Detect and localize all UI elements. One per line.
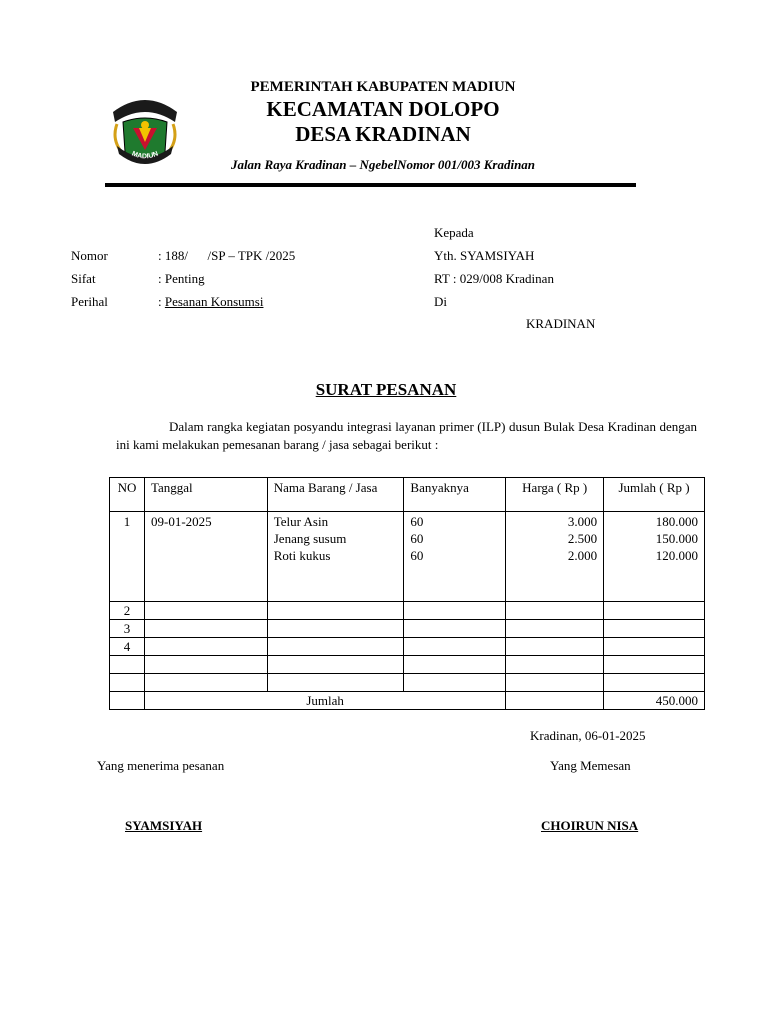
item-qty: 60 [410, 514, 424, 529]
item-name: Jenang susum [273, 531, 347, 546]
nomor-label: Nomor [71, 248, 108, 263]
svg-text:MADIUN: MADIUN [130, 150, 160, 161]
total-value: 450.000 [604, 692, 705, 710]
header-tanggal: Tanggal [144, 478, 267, 512]
sifat-label: Sifat [71, 271, 96, 286]
table-row [110, 638, 705, 656]
row-no: 3 [110, 620, 145, 638]
recipient-place: KRADINAN [526, 316, 596, 331]
header-banyaknya: Banyaknya [404, 478, 506, 512]
table-row [110, 512, 705, 602]
svg-text:KABUPATEN: KABUPATEN [118, 84, 172, 102]
item-total: 150.000 [655, 531, 698, 546]
total-label: Jumlah [144, 692, 505, 710]
item-total: 120.000 [655, 548, 698, 563]
receiver-name: SYAMSIYAH [125, 818, 203, 833]
row-no: 4 [110, 638, 145, 656]
row-tanggal: 09-01-2025 [144, 512, 267, 602]
order-table [109, 477, 705, 710]
letterhead-divider [105, 183, 636, 187]
letterhead-line1: PEMERINTAH KABUPATEN MADIUN [250, 79, 516, 95]
row-no: 2 [110, 602, 145, 620]
table-row [110, 674, 705, 692]
receiver-role: Yang menerima pesanan [97, 758, 225, 773]
table-header-row [110, 478, 705, 512]
row-nama-barang [267, 512, 404, 602]
sifat-value: : Penting [158, 271, 205, 286]
header-no: NO [110, 478, 145, 512]
header-nama-barang: Nama Barang / Jasa [267, 478, 404, 512]
item-price: 2.500 [567, 531, 598, 546]
orderer-role: Yang Memesan [550, 758, 631, 773]
table-row [110, 602, 705, 620]
recipient-rt: RT : 029/008 Kradinan [434, 271, 554, 286]
item-price: 3.000 [567, 514, 598, 529]
row-banyaknya [404, 512, 506, 602]
perihal-label: Perihal [71, 294, 108, 309]
row-no: 1 [110, 512, 145, 602]
orderer-name: CHOIRUN NISA [541, 818, 639, 833]
recipient-di: Di [434, 294, 447, 309]
body-paragraph: Dalam rangka kegiatan posyandu integrasi layanan primer (ILP) dusun Bulak Desa Kradinan dengan ini kami melakukan pemesanan barang / jasa sebagai berikut : [116, 419, 697, 452]
document-title: SURAT PESANAN [315, 380, 457, 399]
table-total-row [110, 692, 705, 710]
table-row [110, 656, 705, 674]
perihal-value: : Pesanan Konsumsi [158, 294, 264, 309]
row-harga [506, 512, 604, 602]
item-total: 180.000 [655, 514, 698, 529]
item-qty: 60 [410, 548, 424, 563]
item-name: Telur Asin [273, 514, 329, 529]
letterhead-address: Jalan Raya Kradinan – NgebelNomor 001/003 Kradinan [230, 157, 536, 172]
recipient-name: Yth. SYAMSIYAH [434, 248, 535, 263]
item-name: Roti kukus [273, 548, 331, 563]
recipient-kepada: Kepada [434, 225, 474, 240]
table-row [110, 620, 705, 638]
place-date: Kradinan, 06-01-2025 [530, 728, 646, 743]
item-qty: 60 [410, 531, 424, 546]
letterhead-line2: KECAMATAN DOLOPO [266, 97, 500, 121]
letterhead-line3: DESA KRADINAN [295, 122, 471, 146]
item-price: 2.000 [567, 548, 598, 563]
row-jumlah [604, 512, 705, 602]
header-jumlah: Jumlah ( Rp ) [604, 478, 705, 512]
header-harga: Harga ( Rp ) [506, 478, 604, 512]
nomor-value: : 188/ /SP – TPK /2025 [158, 248, 296, 263]
